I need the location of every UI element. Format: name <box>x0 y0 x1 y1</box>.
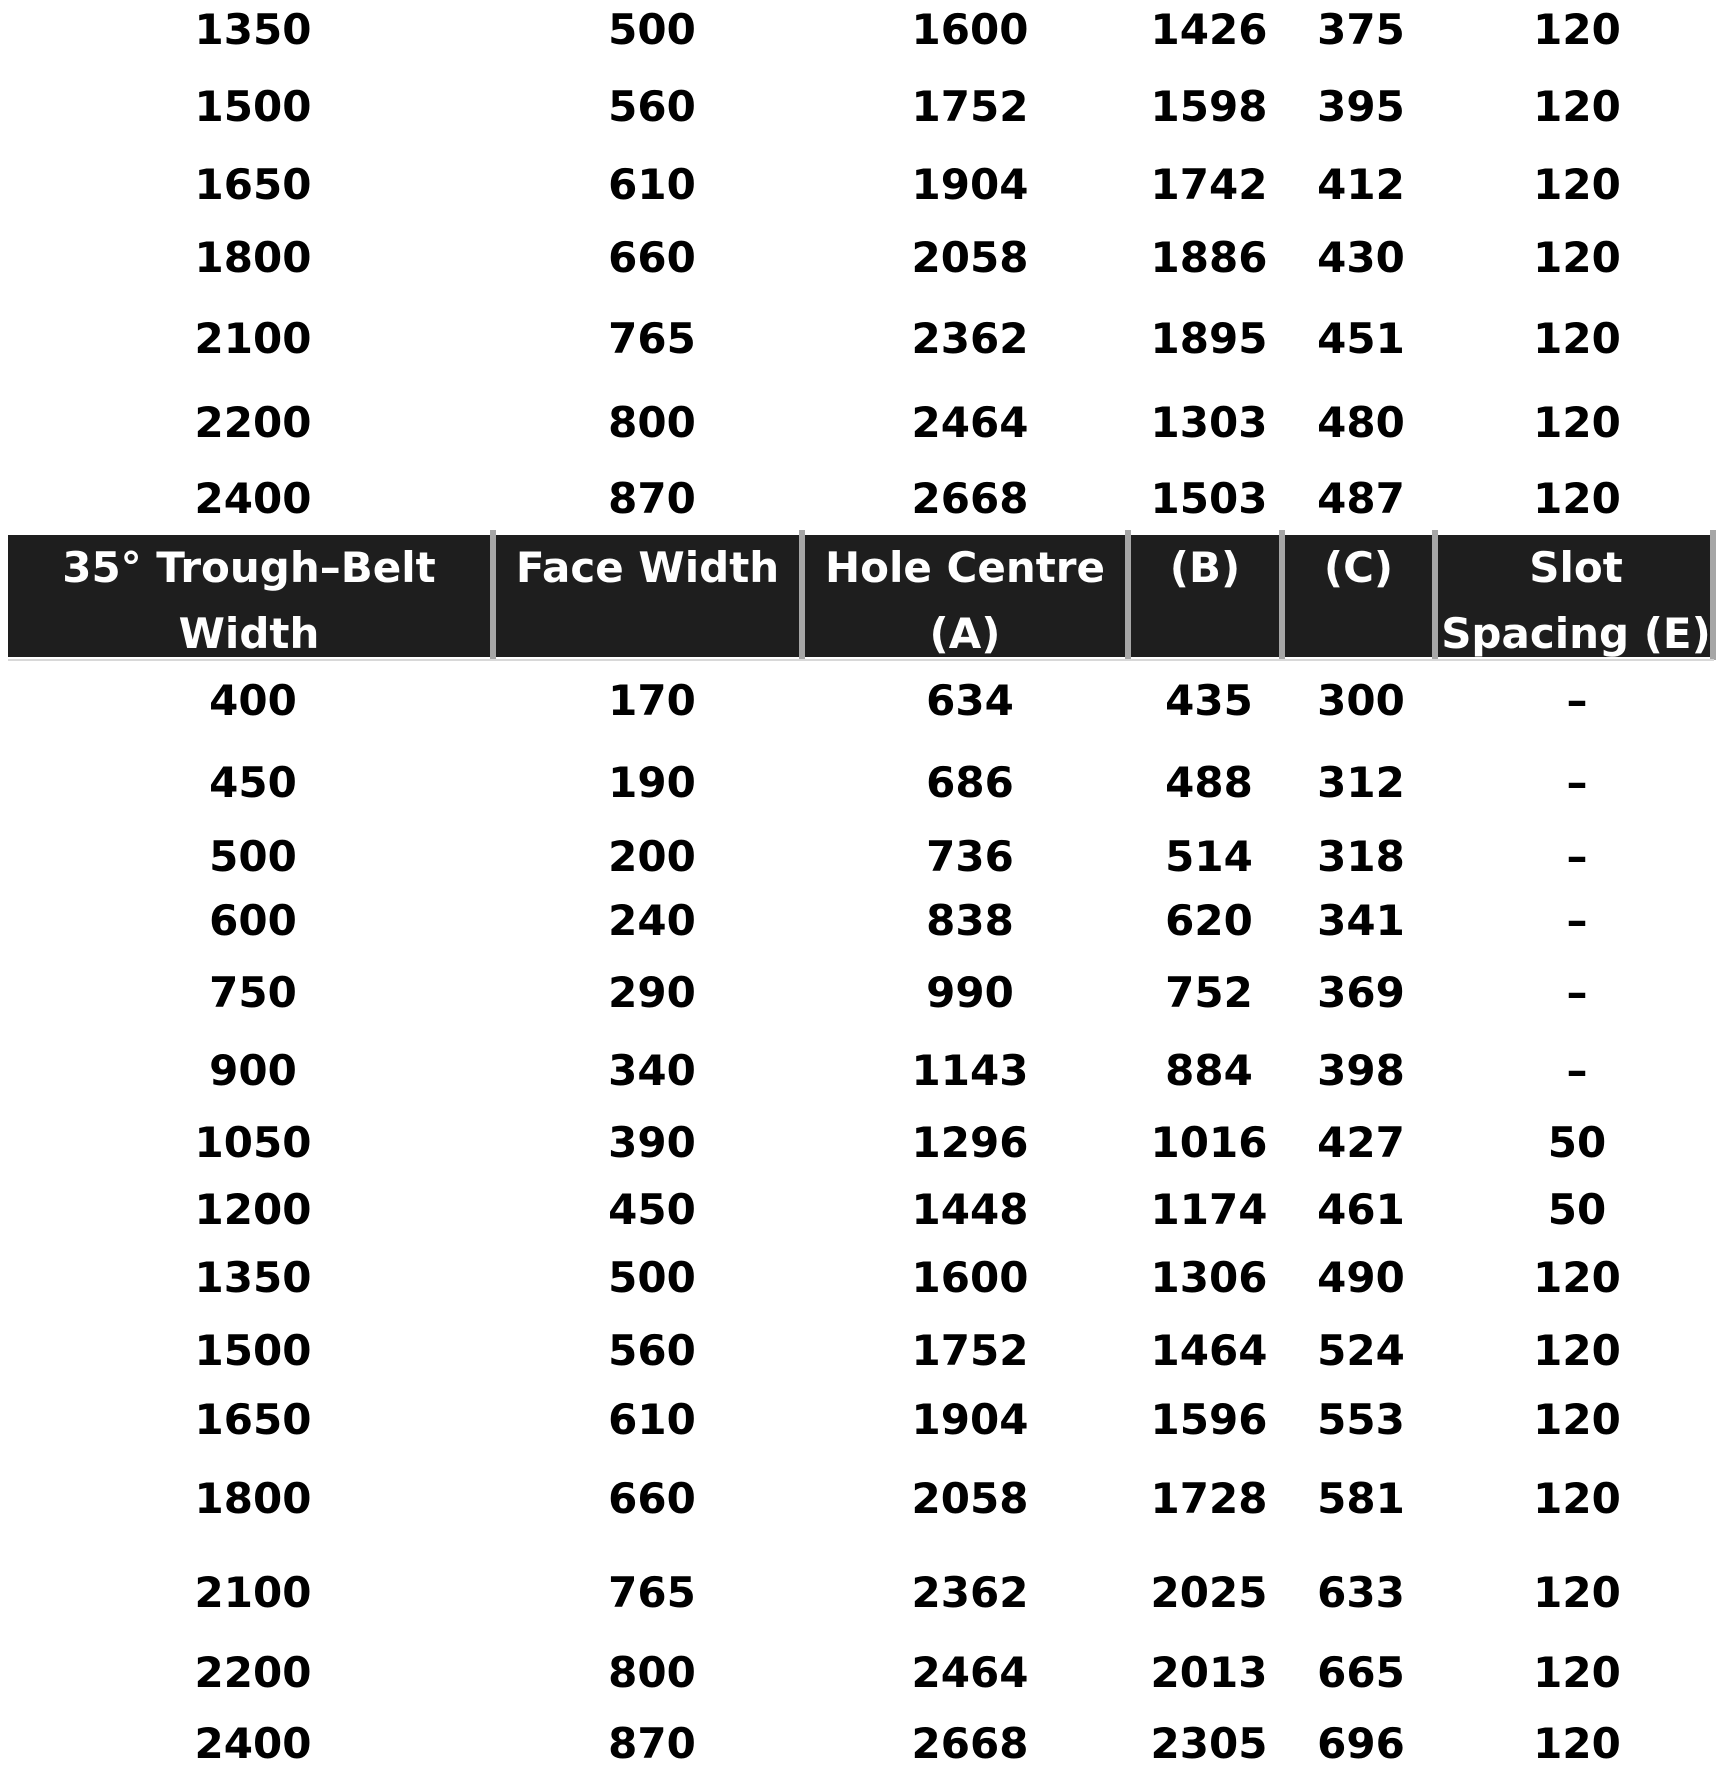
table-cell: 240 <box>608 896 696 945</box>
table-cell: 2400 <box>194 474 312 523</box>
header-face-width: Face Width <box>515 543 780 592</box>
table-cell: 750 <box>209 968 297 1017</box>
table-cell: 800 <box>608 1648 696 1697</box>
table-cell: 696 <box>1317 1719 1405 1768</box>
table-cell: 1904 <box>911 1395 1029 1444</box>
table-cell: 1752 <box>911 82 1029 131</box>
table-cell: 300 <box>1317 676 1405 725</box>
table-cell: – <box>1566 896 1588 945</box>
header-b: (B) <box>1169 543 1241 592</box>
table-cell: 500 <box>608 1253 696 1302</box>
table-cell: 1596 <box>1150 1395 1268 1444</box>
table-cell: 2668 <box>911 474 1029 523</box>
table-cell: 2058 <box>911 1474 1029 1523</box>
table-cell: 1600 <box>911 5 1029 54</box>
table-cell: 120 <box>1533 1326 1621 1375</box>
table-cell: 1426 <box>1150 5 1268 54</box>
table-cell: 633 <box>1317 1568 1405 1617</box>
table-cell: 120 <box>1533 160 1621 209</box>
table-cell: 340 <box>608 1046 696 1095</box>
header-belt-width: 35° Trough–Belt Width <box>62 543 436 657</box>
table-cell: 1500 <box>194 82 312 131</box>
table-cell: 120 <box>1533 474 1621 523</box>
table-cell: 560 <box>608 1326 696 1375</box>
table-cell: 451 <box>1317 314 1405 363</box>
table-cell: – <box>1566 758 1588 807</box>
table-cell: 120 <box>1533 1568 1621 1617</box>
table-cell: 2464 <box>911 1648 1029 1697</box>
table-cell: 1800 <box>194 233 312 282</box>
header-hole-centre: Hole Centre (A) <box>825 543 1105 657</box>
table-cell: 600 <box>209 896 297 945</box>
table-cell: 765 <box>608 1568 696 1617</box>
table-cell: 800 <box>608 398 696 447</box>
table-cell: 375 <box>1317 5 1405 54</box>
header-bottom-border <box>8 659 1714 661</box>
table-cell: 120 <box>1533 398 1621 447</box>
table-cell: 553 <box>1317 1395 1405 1444</box>
table-cell: 1503 <box>1150 474 1268 523</box>
table-cell: 120 <box>1533 5 1621 54</box>
table-cell: 490 <box>1317 1253 1405 1302</box>
table-cell: 488 <box>1165 758 1253 807</box>
table-cell: 1200 <box>194 1185 312 1234</box>
table-cell: 390 <box>608 1118 696 1167</box>
table-cell: 120 <box>1533 1719 1621 1768</box>
table-cell: 430 <box>1317 233 1405 282</box>
table-cell: 120 <box>1533 1395 1621 1444</box>
table-cell: 1350 <box>194 1253 312 1302</box>
table-cell: 1296 <box>911 1118 1029 1167</box>
table-cell: 634 <box>926 676 1014 725</box>
table-cell: 765 <box>608 314 696 363</box>
table-cell: 1174 <box>1150 1185 1268 1234</box>
table-cell: 369 <box>1317 968 1405 1017</box>
table-cell: 2013 <box>1150 1648 1268 1697</box>
table-cell: 870 <box>608 474 696 523</box>
table-cell: 2668 <box>911 1719 1029 1768</box>
table-cell: 2464 <box>911 398 1029 447</box>
table-cell: 2025 <box>1150 1568 1268 1617</box>
table-cell: 395 <box>1317 82 1405 131</box>
table-cell: 620 <box>1165 896 1253 945</box>
table-cell: 120 <box>1533 1253 1621 1302</box>
table-cell: 1598 <box>1150 82 1268 131</box>
table-cell: 480 <box>1317 398 1405 447</box>
table-cell: 665 <box>1317 1648 1405 1697</box>
table-cell: 524 <box>1317 1326 1405 1375</box>
table-cell: 1448 <box>911 1185 1029 1234</box>
table-cell: 1752 <box>911 1326 1029 1375</box>
table-cell: 838 <box>926 896 1014 945</box>
table-cell: 318 <box>1317 832 1405 881</box>
table-cell: 1350 <box>194 5 312 54</box>
table-cell: 120 <box>1533 82 1621 131</box>
table-cell: 1886 <box>1150 233 1268 282</box>
table-cell: 120 <box>1533 1648 1621 1697</box>
table-cell: 1650 <box>194 160 312 209</box>
table-cell: 190 <box>608 758 696 807</box>
header-c: (C) <box>1323 543 1394 592</box>
table-cell: 450 <box>209 758 297 807</box>
table-cell: 1464 <box>1150 1326 1268 1375</box>
table-cell: 50 <box>1547 1118 1607 1167</box>
table-cell: – <box>1566 832 1588 881</box>
table-cell: 2100 <box>194 314 312 363</box>
table-cell: 686 <box>926 758 1014 807</box>
table-cell: 1895 <box>1150 314 1268 363</box>
table-cell: 1050 <box>194 1118 312 1167</box>
table-cell: 500 <box>209 832 297 881</box>
table-cell: 1016 <box>1150 1118 1268 1167</box>
table-cell: 2100 <box>194 1568 312 1617</box>
table-cell: 2200 <box>194 398 312 447</box>
table-cell: 660 <box>608 1474 696 1523</box>
table-cell: – <box>1566 676 1588 725</box>
table-cell: – <box>1566 1046 1588 1095</box>
table-cell: 50 <box>1547 1185 1607 1234</box>
header-slot-spacing: Slot Spacing (E) <box>1441 543 1711 657</box>
table-cell: 2058 <box>911 233 1029 282</box>
table-cell: 514 <box>1165 832 1253 881</box>
table-cell: 2362 <box>911 1568 1029 1617</box>
table-cell: 170 <box>608 676 696 725</box>
table-cell: 461 <box>1317 1185 1405 1234</box>
table-cell: 2400 <box>194 1719 312 1768</box>
table-cell: 990 <box>926 968 1014 1017</box>
table-cell: 312 <box>1317 758 1405 807</box>
table-cell: 1143 <box>911 1046 1029 1095</box>
table-cell: 427 <box>1317 1118 1405 1167</box>
table-cell: 1306 <box>1150 1253 1268 1302</box>
table-cell: 2362 <box>911 314 1029 363</box>
table-cell: – <box>1566 968 1588 1017</box>
table-cell: 660 <box>608 233 696 282</box>
table-cell: 884 <box>1165 1046 1253 1095</box>
table-cell: 560 <box>608 82 696 131</box>
table-cell: 487 <box>1317 474 1405 523</box>
table-cell: 1600 <box>911 1253 1029 1302</box>
table-cell: 1650 <box>194 1395 312 1444</box>
table-cell: 1303 <box>1150 398 1268 447</box>
table-cell: 120 <box>1533 314 1621 363</box>
table-cell: 500 <box>608 5 696 54</box>
table-cell: 120 <box>1533 233 1621 282</box>
table-cell: 120 <box>1533 1474 1621 1523</box>
table-cell: 1904 <box>911 160 1029 209</box>
table-cell: 581 <box>1317 1474 1405 1523</box>
table-cell: 870 <box>608 1719 696 1768</box>
table-cell: 610 <box>608 160 696 209</box>
table-cell: 200 <box>608 832 696 881</box>
table-cell: 2200 <box>194 1648 312 1697</box>
table-cell: 1728 <box>1150 1474 1268 1523</box>
table-cell: 610 <box>608 1395 696 1444</box>
table-cell: 435 <box>1165 676 1253 725</box>
table-cell: 400 <box>209 676 297 725</box>
table-cell: 341 <box>1317 896 1405 945</box>
table-cell: 2305 <box>1150 1719 1268 1768</box>
table-cell: 290 <box>608 968 696 1017</box>
table-cell: 752 <box>1165 968 1253 1017</box>
table-cell: 736 <box>926 832 1014 881</box>
table-cell: 900 <box>209 1046 297 1095</box>
table-cell: 412 <box>1317 160 1405 209</box>
table-cell: 1500 <box>194 1326 312 1375</box>
table-cell: 1800 <box>194 1474 312 1523</box>
table-cell: 450 <box>608 1185 696 1234</box>
table-cell: 398 <box>1317 1046 1405 1095</box>
table-cell: 1742 <box>1150 160 1268 209</box>
